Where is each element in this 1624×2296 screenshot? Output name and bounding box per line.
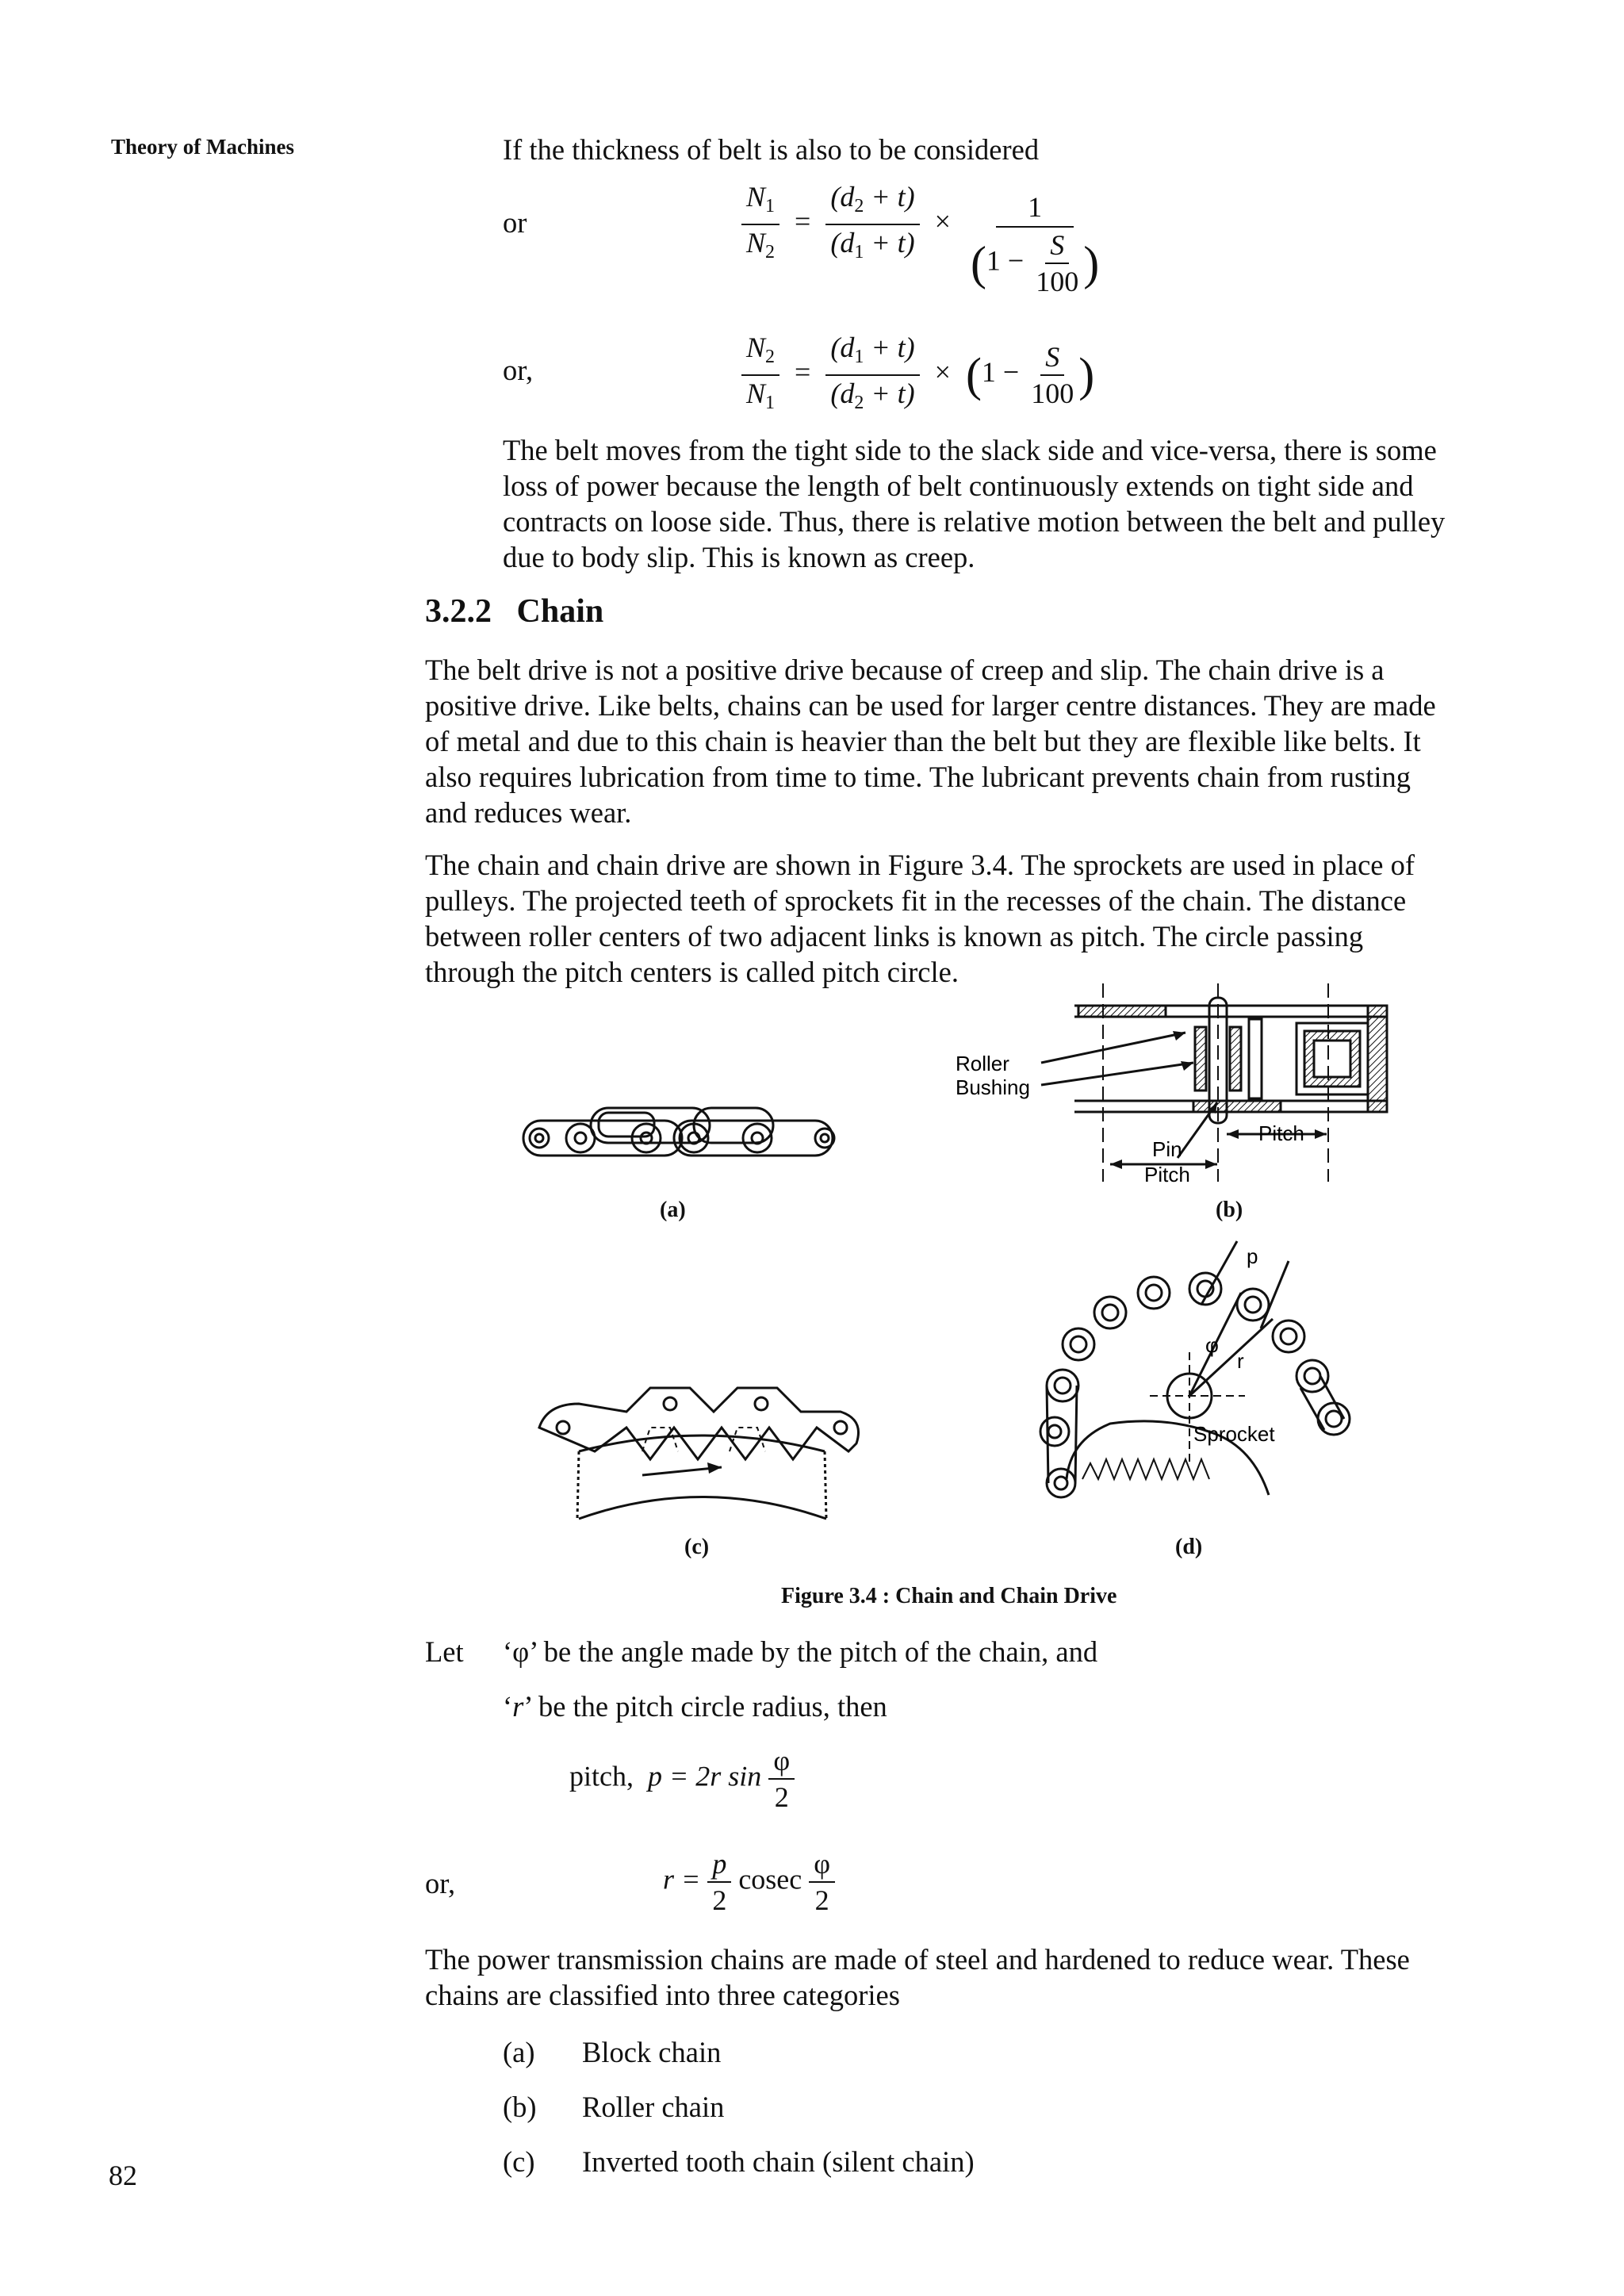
label-roller: Roller <box>956 1052 1009 1075</box>
figure-d-label: (d) <box>1175 1535 1203 1559</box>
equation-2: $\frac{N_2}{N_1}$ = $\frac{(d_1 + t)}{(d_2 + t)}$ × (1 − $\frac{S}{100}$ ) <box>741 332 1094 419</box>
label-r: r <box>1237 1349 1244 1373</box>
chain-paragraph-1: The belt drive is not a positive drive because of creep and slip. The chain drive is a positive drive. Like belts, chains can be used for larger centre distances. They are made of metal and due to this chain is heavier than the belt but they are flexible like belts. It also requires lubrication from time to time. The lubricant prevents chain from rusting and reduces wear. <box>425 654 1436 829</box>
chain-link-outer <box>523 1121 682 1156</box>
roller-leader <box>1041 1033 1185 1063</box>
label-pitch-right: Pitch <box>1258 1121 1304 1145</box>
page-number: 82 <box>109 2160 137 2191</box>
figure-a-chain-side-view <box>515 1091 848 1178</box>
eq1-lhs-frac: $\frac{N_1}{N_2}$ <box>741 181 779 268</box>
label-pitch-left: Pitch <box>1144 1163 1190 1186</box>
let-line-2: ‘r’ be the pitch circle radius, then <box>503 1690 887 1723</box>
eq2-mid-frac: $\frac{(d_1 + t)}{(d_2 + t)}$ <box>825 332 919 419</box>
section-heading: 3.2.2 Chain <box>425 593 604 630</box>
or-label: or, <box>425 1867 456 1899</box>
chain-paragraph-2: The chain and chain drive are shown in Figure 3.4. The sprockets are used in place of pulleys. The projected teeth of sprockets fit in the recesses of the chain. The distance between roller centers of two adjacent links is known as pitch. The circle passing through the pitch centers is called pitch circle. <box>425 849 1415 988</box>
eq1-right-frac: 1 (1 − $\frac{S}{100}$ ) <box>970 191 1100 298</box>
radius-equation: r = $\frac{p}{2}$ cosec $\frac{\varphi}{2}$ <box>663 1848 835 1916</box>
eq2-lead: or, <box>503 354 534 386</box>
figure-d-chain-drive <box>1007 1225 1372 1519</box>
eq1-mid-frac: $\frac{(d_2 + t)}{(d_1 + t)}$ <box>825 181 919 268</box>
figure-b-label: (b) <box>1216 1198 1243 1222</box>
list-item: (c) Inverted tooth chain (silent chain) <box>503 2145 975 2178</box>
let-line-1: ‘φ’ be the angle made by the pitch of the chain, and <box>503 1635 1098 1668</box>
sprocket-rim <box>579 1435 825 1451</box>
label-p: p <box>1247 1244 1258 1268</box>
list-item: (a) Block chain <box>503 2036 722 2068</box>
figure-c-sprocket-teeth <box>531 1380 872 1539</box>
label-bushing: Bushing <box>956 1075 1030 1099</box>
sidebar-title: Theory of Machines <box>111 135 294 159</box>
creep-paragraph: The belt moves from the tight side to the slack side and vice-versa, there is some loss of power because the length of belt continuously extends on tight side and contracts on loose side. Thus, there is relative motion between the belt and pulley due to body slip. This is known as creep. <box>503 434 1446 573</box>
figure-caption: Figure 3.4 : Chain and Chain Drive <box>781 1584 1117 1608</box>
figure-b-chain-section <box>948 983 1408 1190</box>
eq1-lead: or <box>503 206 527 239</box>
eq2-lhs-frac: $\frac{N_2}{N_1}$ <box>741 332 779 419</box>
label-sprocket: Sprocket <box>1193 1422 1275 1446</box>
label-phi: φ <box>1205 1333 1219 1357</box>
equation-1: $\frac{N_1}{N_2}$ = $\frac{(d_2 + t)}{(d_1 + t)}$ × 1 (1 − $\frac{S}{100}$ ) <box>741 181 1104 297</box>
pitch-equation: pitch, p = 2r sin $\frac{\varphi}{2}$ <box>569 1745 795 1813</box>
label-pin: Pin <box>1152 1137 1182 1161</box>
figure-c-label: (c) <box>684 1535 710 1559</box>
intro-line: If the thickness of belt is also to be considered <box>503 133 1040 166</box>
figure-a-label: (a) <box>660 1198 686 1222</box>
closing-paragraph: The power transmission chains are made of steel and hardened to reduce wear. These chains are classified into three categories <box>425 1943 1410 2011</box>
list-item: (b) Roller chain <box>503 2091 725 2123</box>
let-word: Let <box>425 1635 464 1668</box>
bushing-leader <box>1041 1063 1193 1085</box>
